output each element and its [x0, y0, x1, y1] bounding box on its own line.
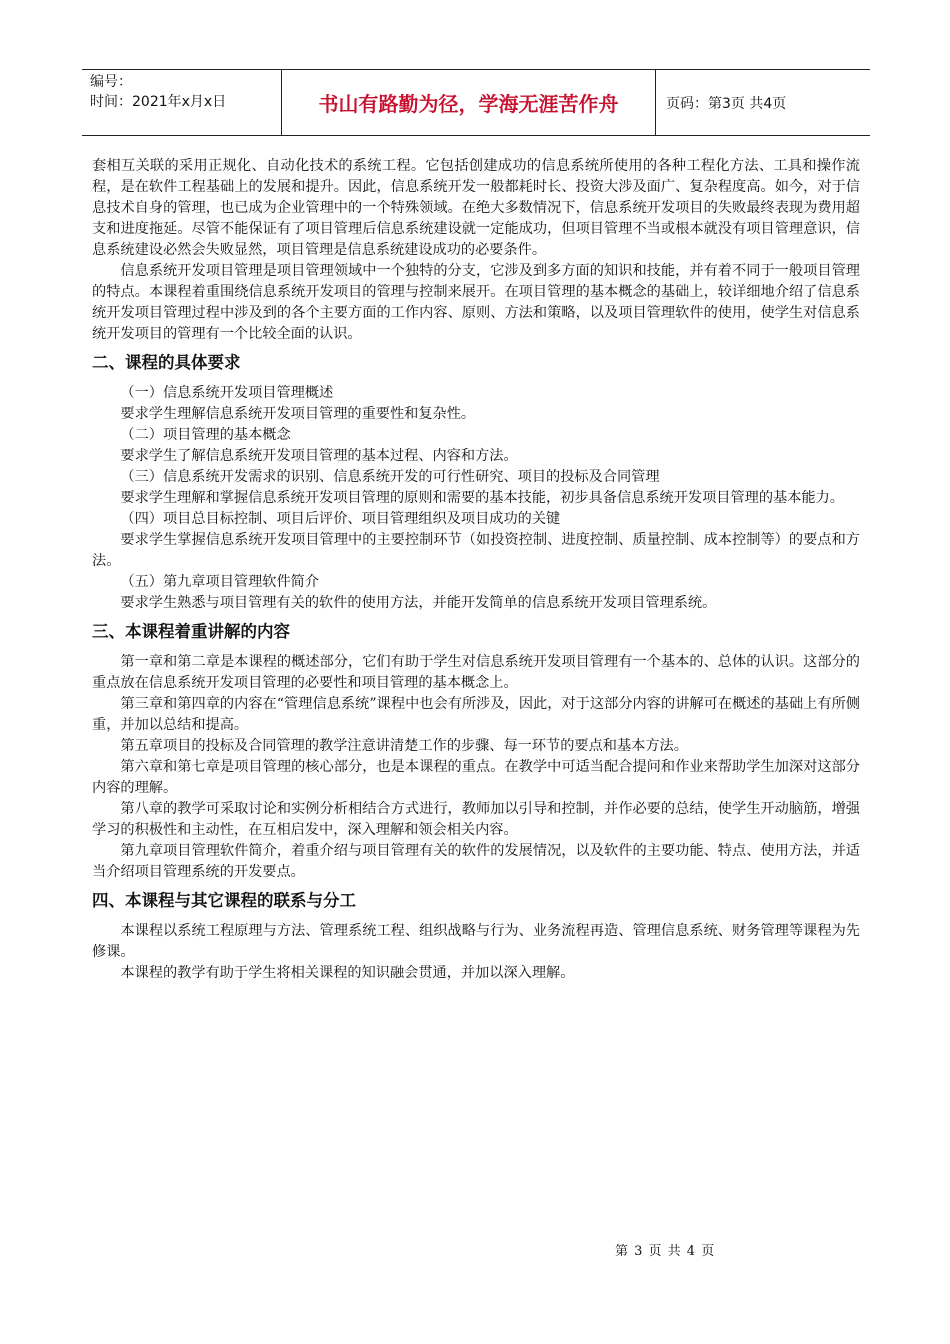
document-body: [92, 156, 860, 984]
document-date: 时间：2021年x月x日: [90, 94, 227, 110]
focus-paragraph-1: 第一章和第二章是本课程的概述部分，它们有助于学生对信息系统开发项目管理有一个基本的、总体的认识。这部分的重点放在信息系统开发项目管理的必要性和项目管理的基本概念上。: [92, 654, 860, 691]
requirement-desc-1: 要求学生理解信息系统开发项目管理的重要性和复杂性。: [120, 406, 476, 422]
requirement-title-4: （四）项目总目标控制、项目后评价、项目管理组织及项目成功的关键: [120, 511, 561, 527]
page-footer: 第 3 页 共 4 页: [615, 1244, 716, 1259]
header-motto: 书山有路勤为径，学海无涯苦作舟: [282, 70, 656, 135]
focus-paragraph-5: 第八章的教学可采取讨论和实例分析相结合方式进行，教师加以引导和控制，并作必要的总结，使学生开动脑筋，增强学习的积极性和主动性，在互相启发中，深入理解和领会相关内容。: [92, 801, 860, 838]
section-3-heading: 三、本课程着重讲解的内容: [92, 622, 290, 641]
focus-paragraph-3: 第五章项目的投标及合同管理的教学注意讲清楚工作的步骤、每一环节的要点和基本方法。: [120, 738, 688, 754]
focus-paragraph-6: 第九章项目管理软件简介，着重介绍与项目管理有关的软件的发展情况，以及软件的主要功能、特点、使用方法，并适当介绍项目管理系统的开发要点。: [92, 843, 860, 880]
document-number-label: 编号：: [90, 74, 132, 90]
requirement-title-3: （三）信息系统开发需求的识别、信息系统开发的可行性研究、项目的投标及合同管理: [120, 469, 660, 485]
requirement-desc-3: 要求学生理解和掌握信息系统开发项目管理的原则和需要的基本技能，初步具备信息系统开发项目管理的基本能力。: [120, 490, 844, 506]
requirement-desc-4: 要求学生掌握信息系统开发项目管理中的主要控制环节（如投资控制、进度控制、质量控制、成本控制等）的要点和方法。: [92, 532, 860, 569]
page-header: [82, 69, 870, 136]
focus-paragraph-2: 第三章和第四章的内容在“管理信息系统”课程中也会有所涉及，因此，对于这部分内容的讲解可在概述的基础上有所侧重，并加以总结和提高。: [92, 696, 860, 733]
requirement-title-2: （二）项目管理的基本概念: [120, 427, 291, 443]
section-2-heading: 二、课程的具体要求: [92, 353, 241, 372]
focus-paragraph-4: 第六章和第七章是项目管理的核心部分，也是本课程的重点。在教学中可适当配合提问和作业来帮助学生加深对这部分内容的理解。: [92, 759, 860, 796]
relation-paragraph-2: 本课程的教学有助于学生将相关课程的知识融会贯通，并加以深入理解。: [120, 965, 575, 981]
intro-paragraph-1: 套相互关联的采用正规化、自动化技术的系统工程。它包括创建成功的信息系统所使用的各种工程化方法、工具和操作流程，是在软件工程基础上的发展和提升。因此，信息系统开发一般都耗时长、投资大涉及面广、复杂程度高。如今，对于信息技术自身的管理，也已成为企业管理中的一个特殊领域。在绝大多数情况下，信息系统开发项目的失败最终表现为费用超支和进度拖延。尽管不能保证有了项目管理后信息系统建设就一定能成功，但项目管理不当或根本就没有项目管理意识，信息系统建设必然会失败显然，项目管理是信息系统建设成功的必要条件。: [92, 158, 860, 258]
header-page-info: 页码：第3页 共4页: [666, 95, 787, 112]
requirement-desc-2: 要求学生了解信息系统开发项目管理的基本过程、内容和方法。: [120, 448, 518, 464]
section-4-heading: 四、本课程与其它课程的联系与分工: [92, 891, 356, 910]
relation-paragraph-1: 本课程以系统工程原理与方法、管理系统工程、组织战略与行为、业务流程再造、管理信息系统、财务管理等课程为先修课。: [92, 923, 860, 960]
requirement-desc-5: 要求学生熟悉与项目管理有关的软件的使用方法，并能开发简单的信息系统开发项目管理系统。: [120, 595, 717, 611]
header-meta: [82, 70, 282, 135]
intro-paragraph-2: 信息系统开发项目管理是项目管理领域中一个独特的分支，它涉及到多方面的知识和技能，并有着不同于一般项目管理的特点。本课程着重围绕信息系统开发项目的管理与控制来展开。在项目管理的基本概念的基础上，较详细地介绍了信息系统开发项目管理过程中涉及到的各个主要方面的工作内容、原则、方法和策略，以及项目管理软件的使用，使学生对信息系统开发项目的管理有一个比较全面的认识。: [92, 263, 860, 342]
requirement-title-5: （五）第九章项目管理软件简介: [120, 574, 320, 590]
requirement-title-1: （一）信息系统开发项目管理概述: [120, 385, 334, 401]
